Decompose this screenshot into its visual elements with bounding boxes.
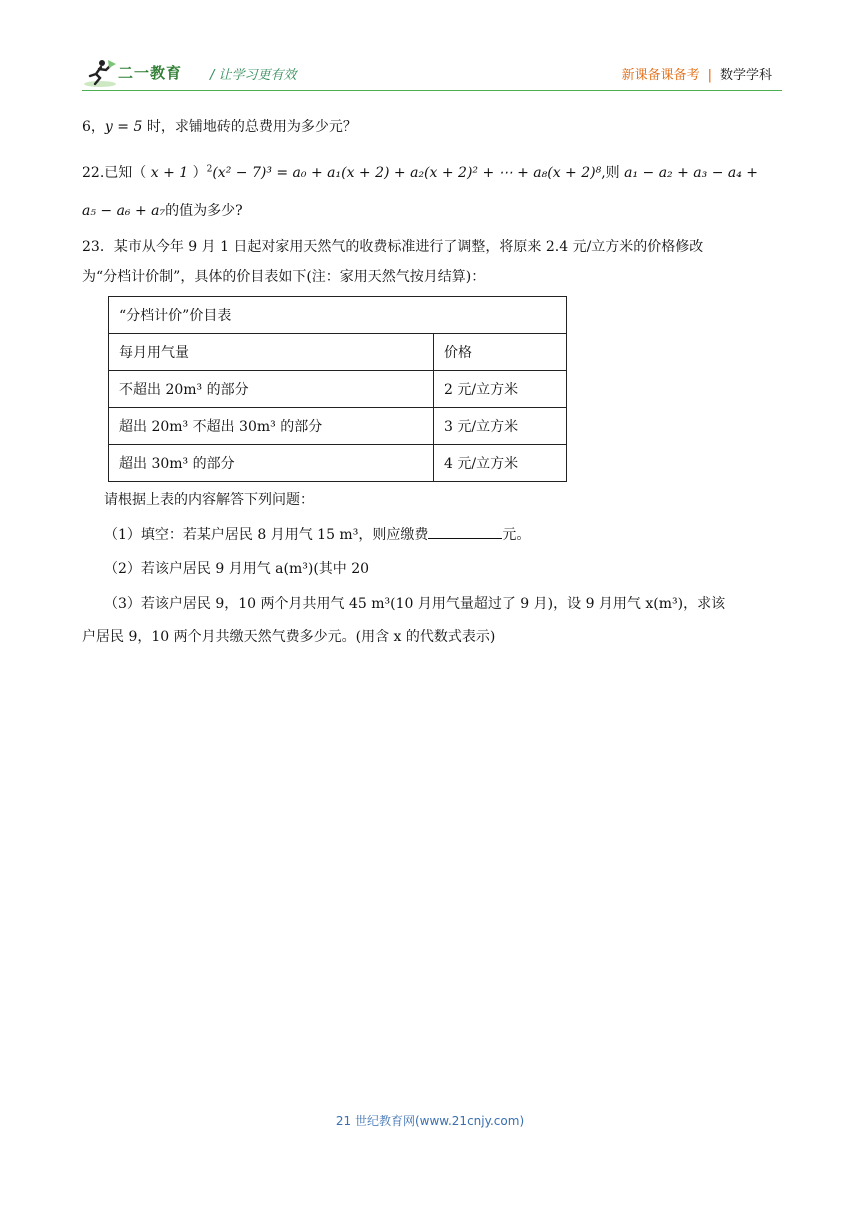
answer-blank [428, 524, 502, 539]
header-separator: | [707, 68, 712, 83]
header-course-label: 新课备课备考 [621, 68, 700, 83]
q22-number: 22. [82, 165, 105, 181]
question-2: （2）若该户居民 9 月用气 a(m³)(其中 20 [104, 561, 370, 577]
price-table [108, 296, 567, 482]
q22-text-a: 已知（ [104, 165, 147, 181]
table-cell: 3 元/立方米 [434, 408, 567, 445]
table-title-row [109, 297, 567, 334]
table-row [109, 408, 567, 445]
header-right [622, 64, 772, 83]
page-footer: 21 世纪教育网(www.21cnjy.com) [335, 1114, 525, 1128]
table-cell: 超出 20m³ 不超出 30m³ 的部分 [109, 408, 434, 445]
question-1-tail: 元。 [502, 527, 531, 543]
question-3-line1: （3）若该户居民 9，10 两个月共用气 45 m³(10 月用气量超过了 9 月)，设 9 月用气 x(m³)，求该 [104, 596, 726, 612]
logo [82, 56, 202, 90]
q22-text-c: ） [192, 165, 207, 181]
q22-line2-expr: a₅ − a₆ + a₇ [82, 203, 166, 219]
q21-suffix: 时，求铺地砖的总费用为多少元？ [142, 119, 357, 135]
q22-line1: 22.已知（ x + 1 ）$^2$(x² − 7)³ = a₀ + a₁(x + 2) + a₂(x + 2)² + ⋯ + a₈(x + 2)⁸,则 a₁ − a₂ + a₃ − a₄ + [82, 164, 759, 181]
q21-prefix: 6， [82, 119, 105, 135]
table-row [109, 445, 567, 482]
table-header-row [109, 334, 567, 371]
table-row [109, 371, 567, 408]
q22-expr-main: (x² − 7)³ = a₀ + a₁(x + 2) + a₂(x + 2)² + ⋯ + a₈(x + 2)⁸ [212, 165, 602, 181]
question-1-text: （1）填空：若某户居民 8 月用气 15 m³，则应缴费 [104, 527, 429, 543]
table-title: “分档计价”价目表 [109, 297, 567, 334]
q23-line2: 为“分档计价制”，具体的价目表如下(注：家用天然气按月结算)： [82, 269, 486, 285]
page-header [82, 56, 782, 90]
q22-expr-tail: a₁ − a₂ + a₃ − a₄ + [624, 165, 759, 181]
table-cell: 4 元/立方米 [434, 445, 567, 482]
table-cell: 不超出 20m³ 的部分 [109, 371, 434, 408]
table-cell: 2 元/立方米 [434, 371, 567, 408]
q21-tail [82, 117, 357, 137]
runner-logo-icon [82, 56, 118, 90]
q22-text-b: x + 1 [150, 165, 189, 181]
table-header-cell: 每月用气量 [109, 334, 434, 371]
table-cell: 超出 30m³ 的部分 [109, 445, 434, 482]
q22-line2-text: 的值为多少? [165, 203, 243, 219]
q23-line1: 23．某市从今年 9 月 1 日起对家用天然气的收费标准进行了调整，将原来 2.4 元/立方米的价格修改 [82, 239, 704, 255]
q22-line2 [82, 201, 243, 221]
logo-text: 二一教育 [118, 64, 183, 82]
header-subject: 数学学科 [719, 68, 772, 83]
table-header-cell: 价格 [434, 334, 567, 371]
q21-expr: y = 5 [104, 119, 143, 135]
q22-text-d: ,则 [601, 165, 620, 181]
question-1 [104, 524, 530, 545]
slogan: / 让学习更有效 [210, 68, 297, 83]
question-3-line2: 户居民 9，10 两个月共缴天然气费多少元。(用含 x 的代数式表示) [82, 629, 496, 645]
questions-intro: 请根据上表的内容解答下列问题： [104, 492, 314, 508]
header-divider [82, 90, 782, 91]
